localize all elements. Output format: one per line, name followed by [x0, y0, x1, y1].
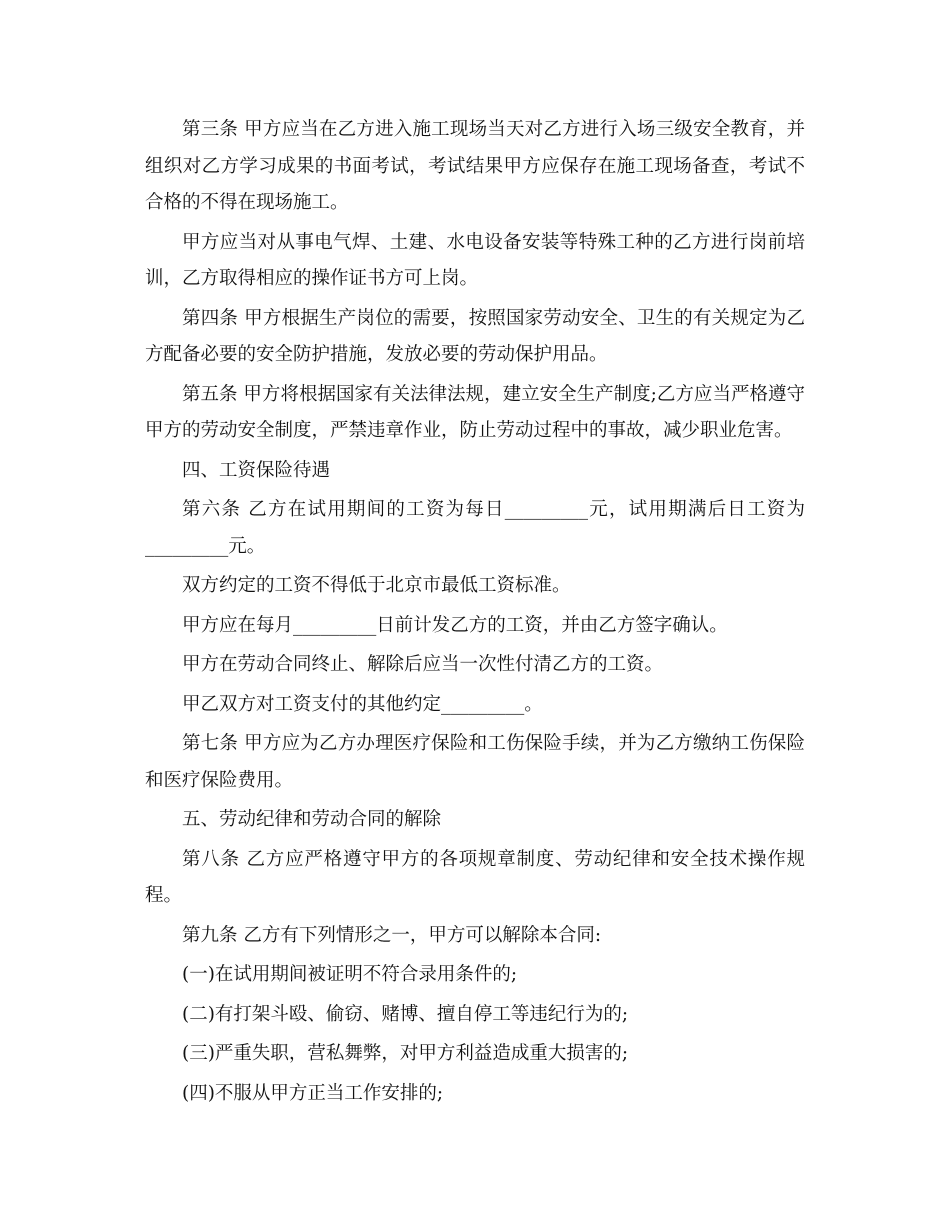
article-3-paragraph: 第三条 甲方应当在乙方进入施工现场当天对乙方进行入场三级安全教育，并组织对乙方学习成果的书面考试，考试结果甲方应保存在施工现场备查，考试不合格的不得在现场施工。	[145, 119, 805, 213]
article-4-paragraph: 第四条 甲方根据生产岗位的需要，按照国家劳动安全、卫生的有关规定为乙方配备必要的安全防护措施，发放必要的劳动保护用品。	[145, 307, 805, 365]
list-item: (三)严重失职，营私舞弊，对甲方利益造成重大损害的;	[182, 1043, 629, 1064]
article-9-paragraph: 第九条 乙方有下列情形之一，甲方可以解除本合同:	[182, 924, 602, 946]
list-item: (四)不服从甲方正当工作安排的;	[182, 1082, 444, 1104]
list-item: (一)在试用期间被证明不符合录用条件的;	[182, 964, 518, 985]
document-page	[145, 112, 805, 1115]
other-wage-terms-paragraph: 甲乙双方对工资支付的其他约定_________。	[182, 693, 543, 715]
final-pay-paragraph: 甲方在劳动合同终止、解除后应当一次性付清乙方的工资。	[182, 654, 664, 675]
article-8-paragraph: 第八条 乙方应严格遵守甲方的各项规章制度、劳动纪律和安全技术操作规程。	[145, 848, 805, 906]
payday-paragraph: 甲方应在每月_________日前计发乙方的工资，并由乙方签字确认。	[182, 614, 728, 636]
list-item: (二)有打架斗殴、偷窃、赌博、擅自停工等违纪行为的;	[182, 1003, 629, 1025]
article-6-paragraph: 第六条 乙方在试用期间的工资为每日_________元，试用期满后日工资为_________元。	[145, 499, 805, 557]
section-4-heading: 四、工资保险待遇	[182, 459, 331, 481]
minimum-wage-paragraph: 双方约定的工资不得低于北京市最低工资标准。	[182, 575, 571, 596]
section-5-heading: 五、劳动纪律和劳动合同的解除	[182, 809, 442, 830]
article-7-paragraph: 第七条 甲方应为乙方办理医疗保险和工伤保险手续，并为乙方缴纳工伤保险和医疗保险费用。	[145, 733, 805, 791]
article-5-paragraph: 第五条 甲方将根据国家有关法律法规，建立安全生产制度;乙方应当严格遵守甲方的劳动安全制度，严禁违章作业，防止劳动过程中的事故，减少职业危害。	[145, 383, 805, 441]
special-trades-training-paragraph: 甲方应当对从事电气焊、土建、水电设备安装等特殊工种的乙方进行岗前培训，乙方取得相应的操作证书方可上岗。	[145, 231, 805, 289]
